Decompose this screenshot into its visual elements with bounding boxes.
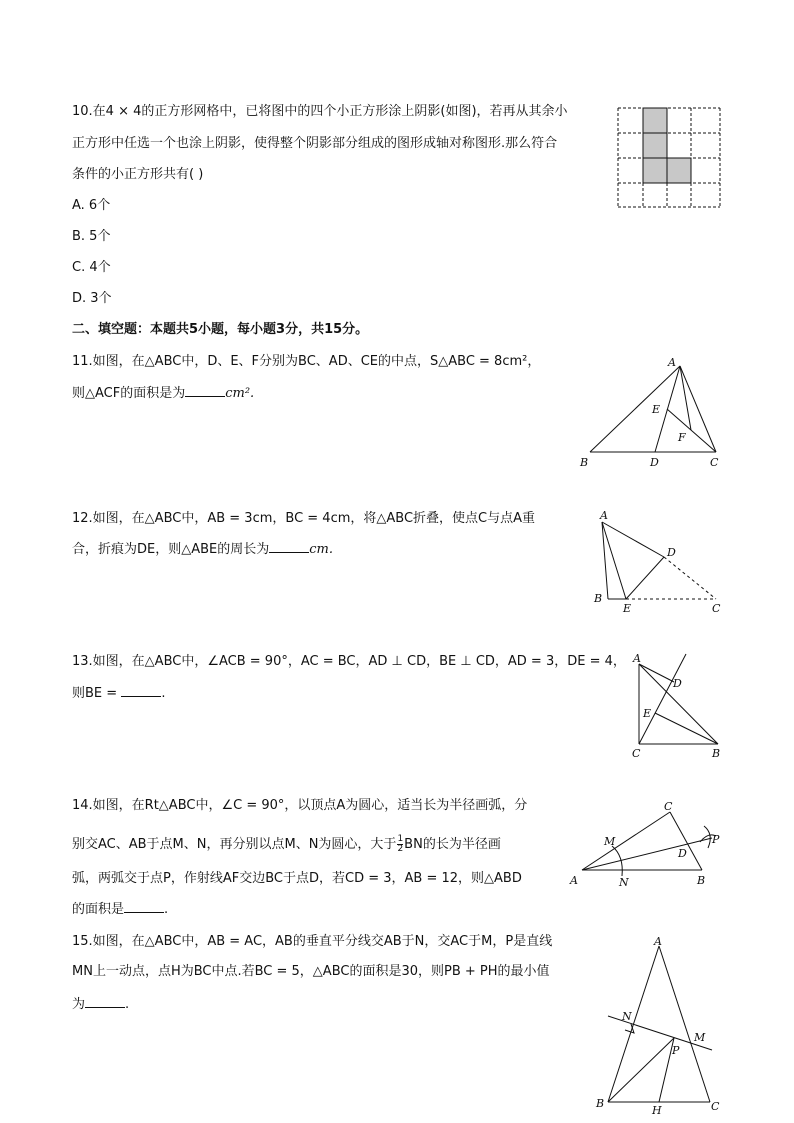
q15-label-a: A bbox=[654, 935, 662, 948]
answer-blank bbox=[185, 396, 225, 397]
q13-label-e: E bbox=[643, 707, 652, 720]
q15-line3: 为 . bbox=[72, 997, 130, 1012]
q13-label-d: D bbox=[673, 677, 682, 690]
q10-option-a: A. 6个 bbox=[72, 198, 111, 213]
q13-figure bbox=[628, 650, 728, 762]
q12-line2: 合，折痕为DE，则△ABE的周长为 cm. bbox=[72, 542, 333, 557]
q15-label-c: C bbox=[711, 1100, 720, 1113]
q14-label-m: M bbox=[604, 835, 616, 848]
q15-line2: MN上一动点，点H为BC中点.若BC = 5，△ABC的面积是30，则PB + PH的最小值 bbox=[72, 964, 550, 979]
q11-label-d: D bbox=[650, 456, 659, 469]
q14-line2: 别交AC、AB于点M、N，再分别以点M、N为圆心，大于 $\frac{1}{2}$ BN的长为半径画 bbox=[72, 834, 501, 854]
q11-label-e: E bbox=[652, 403, 661, 416]
q14-label-c: C bbox=[664, 800, 673, 813]
q10-line1: 10.在4 × 4的正方形网格中，已将图中的四个小正方形涂上阴影(如图)，若再从其余小 bbox=[72, 104, 568, 119]
q13-line2: 则BE = . bbox=[72, 686, 166, 701]
q12-label-c: C bbox=[712, 602, 721, 615]
answer-blank bbox=[124, 912, 164, 913]
q14-label-a: A bbox=[570, 874, 578, 887]
q13-line1: 13.如图，在△ABC中，∠ACB = 90°，AC = BC，AD ⊥ CD，BE ⊥ CD，AD = 3，DE = 4， bbox=[72, 654, 626, 669]
q14-label-d: D bbox=[678, 847, 687, 860]
answer-blank bbox=[269, 552, 309, 553]
q14-label-b: B bbox=[697, 874, 706, 887]
q11-label-a: A bbox=[668, 356, 676, 369]
q10-option-b: B. 5个 bbox=[72, 229, 111, 244]
q15-figure bbox=[590, 932, 726, 1118]
q14-label-p: P bbox=[712, 833, 720, 846]
q11-line1: 11.如图，在△ABC中，D、E、F分别为BC、AD、CE的中点，S△ABC = 8cm²， bbox=[72, 354, 541, 369]
fraction: $\frac{1}{2}$ bbox=[397, 834, 404, 854]
q15-label-n: N bbox=[622, 1010, 632, 1023]
q15-line1: 15.如图，在△ABC中，AB = AC，AB的垂直平分线交AB于N，交AC于M，P是直线 bbox=[72, 934, 553, 949]
q10-option-d: D. 3个 bbox=[72, 291, 112, 306]
q14-line1: 14.如图，在Rt△ABC中，∠C = 90°，以顶点A为圆心，适当长为半径画弧，分 bbox=[72, 798, 528, 813]
q11-label-f: F bbox=[678, 431, 686, 444]
q10-line2: 正方形中任选一个也涂上阴影，使得整个阴影部分组成的图形成轴对称图形.那么符合 bbox=[72, 136, 558, 151]
q10-option-c: C. 4个 bbox=[72, 260, 111, 275]
q11-label-b: B bbox=[580, 456, 589, 469]
q14-label-n: N bbox=[619, 876, 629, 889]
q12-label-d: D bbox=[667, 546, 676, 559]
answer-blank bbox=[121, 696, 161, 697]
section-2-header: 二、填空题：本题共5小题，每小题3分，共15分。 bbox=[72, 322, 369, 337]
q11-figure bbox=[576, 356, 726, 472]
q14-line4: 的面积是 . bbox=[72, 902, 169, 917]
q13-label-b: B bbox=[712, 747, 721, 760]
q14-line3: 弧，两弧交于点P，作射线AF交边BC于点D，若CD = 3，AB = 12，则△ABD bbox=[72, 871, 522, 886]
answer-blank bbox=[85, 1007, 125, 1008]
q15-label-b: B bbox=[596, 1097, 605, 1110]
q15-label-h: H bbox=[652, 1104, 662, 1117]
q15-label-m: M bbox=[694, 1031, 706, 1044]
q12-figure bbox=[588, 506, 728, 616]
q10-line3: 条件的小正方形共有( ) bbox=[72, 167, 204, 182]
q15-label-p: P bbox=[672, 1044, 680, 1057]
grid-lines bbox=[618, 108, 720, 207]
q12-line1: 12.如图，在△ABC中，AB = 3cm，BC = 4cm，将△ABC折叠，使点C与点A重 bbox=[72, 511, 536, 526]
q13-label-c: C bbox=[632, 747, 641, 760]
q12-label-e: E bbox=[623, 602, 632, 615]
q14-figure bbox=[564, 796, 730, 892]
q11-label-c: C bbox=[710, 456, 719, 469]
q10-grid-figure bbox=[616, 106, 722, 210]
q13-label-a: A bbox=[633, 652, 641, 665]
q12-label-b: B bbox=[594, 592, 603, 605]
q12-label-a: A bbox=[600, 509, 608, 522]
q11-line2: 则△ACF的面积是为 cm². bbox=[72, 386, 255, 401]
